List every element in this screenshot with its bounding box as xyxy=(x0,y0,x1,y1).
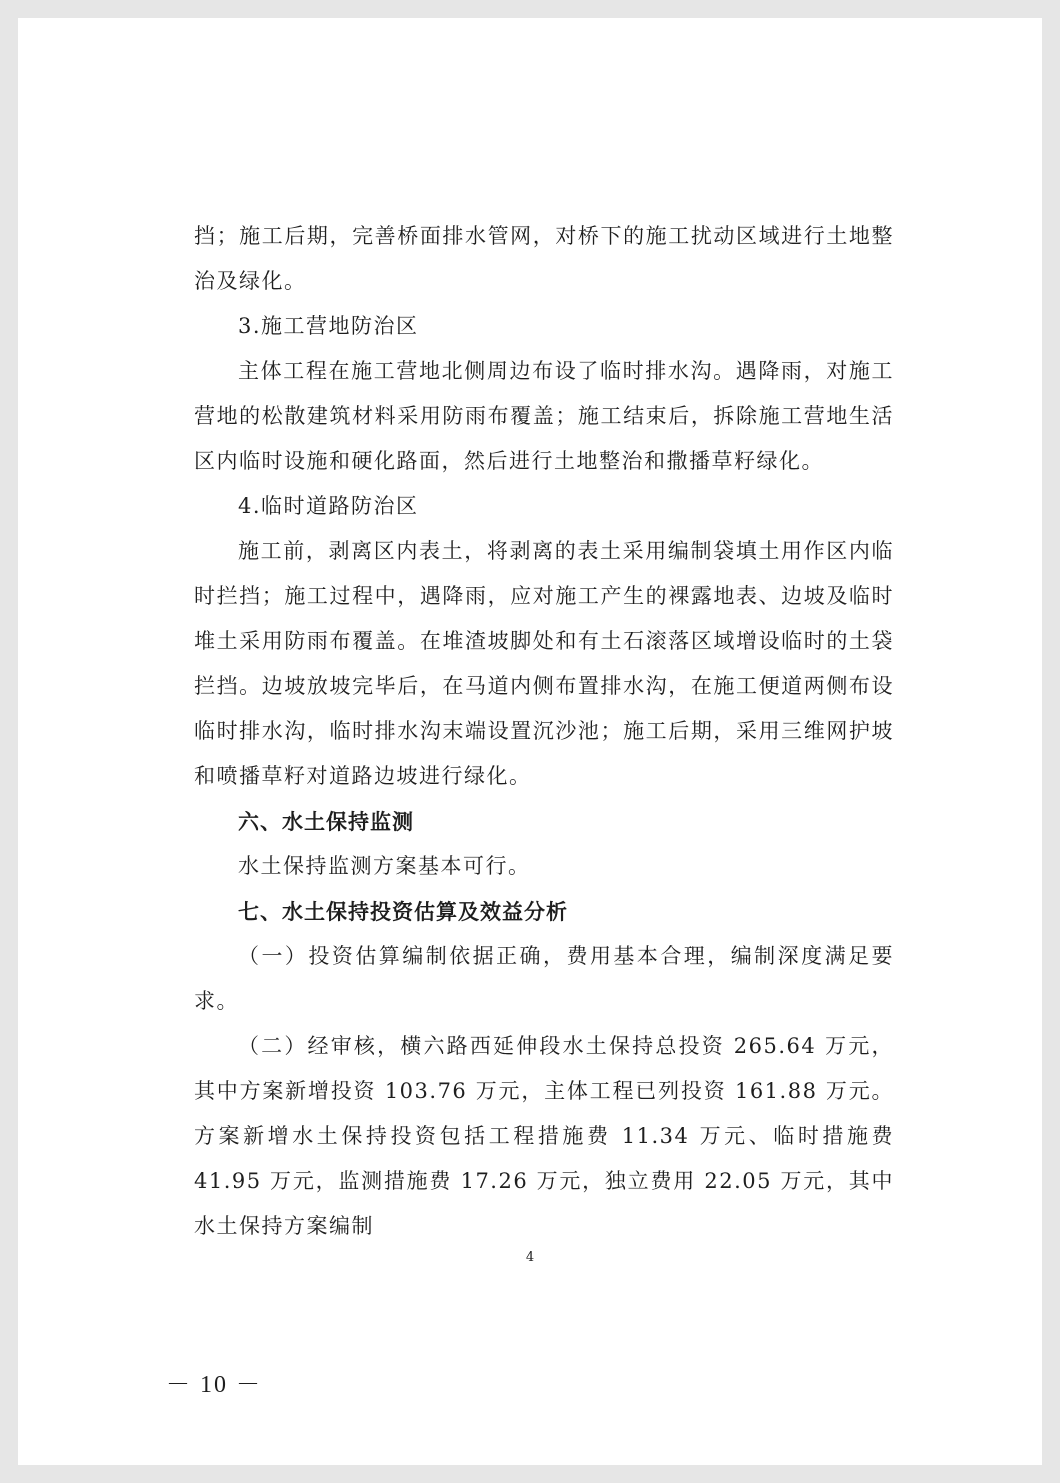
paragraph-construction-camp: 主体工程在施工营地北侧周边布设了临时排水沟。遇降雨，对施工营地的松散建筑材料采用防雨布覆盖；施工结束后，拆除施工营地生活区内临时设施和硬化路面，然后进行土地整治和撒播草籽绿化。 xyxy=(194,359,894,473)
document-body xyxy=(194,214,894,1249)
subheading-construction-camp: 3.施工营地防治区 xyxy=(238,314,419,338)
paragraph-investment-basis: （一）投资估算编制依据正确，费用基本合理，编制深度满足要求。 xyxy=(194,944,894,1013)
paragraph-continuation: 挡；施工后期，完善桥面排水管网，对桥下的施工扰动区域进行土地整治及绿化。 xyxy=(194,224,894,293)
section-heading-investment: 七、水土保持投资估算及效益分析 xyxy=(238,899,568,924)
paragraph-investment-total: （二）经审核，横六路西延伸段水土保持总投资 265.64 万元，其中方案新增投资 103.76 万元，主体工程已列投资 161.88 万元。方案新增水土保持投资包括工程措施费 11.34 万元、临时措施费 41.95 万元，监测措施费 17.26 万元，独立费用 22.05 万元，其中水土保持方案编制 xyxy=(194,1034,894,1238)
section-heading-monitoring: 六、水土保持监测 xyxy=(238,809,414,834)
paragraph-temporary-road: 施工前，剥离区内表土，将剥离的表土采用编制袋填土用作区内临时拦挡；施工过程中，遇降雨，应对施工产生的裸露地表、边坡及临时堆土采用防雨布覆盖。在堆渣坡脚处和有土石滚落区域增设临时的土袋拦挡。边坡放坡完毕后，在马道内侧布置排水沟，在施工便道两侧布设临时排水沟，临时排水沟末端设置沉沙池；施工后期，采用三维网护坡和喷播草籽对道路边坡进行绿化。 xyxy=(194,539,894,788)
outer-page-number: － 10 － xyxy=(166,1372,262,1398)
document-page xyxy=(18,18,1042,1465)
subheading-temporary-road: 4.临时道路防治区 xyxy=(238,494,419,518)
paragraph-monitoring: 水土保持监测方案基本可行。 xyxy=(238,854,531,878)
inner-page-number: 4 xyxy=(525,1250,535,1265)
